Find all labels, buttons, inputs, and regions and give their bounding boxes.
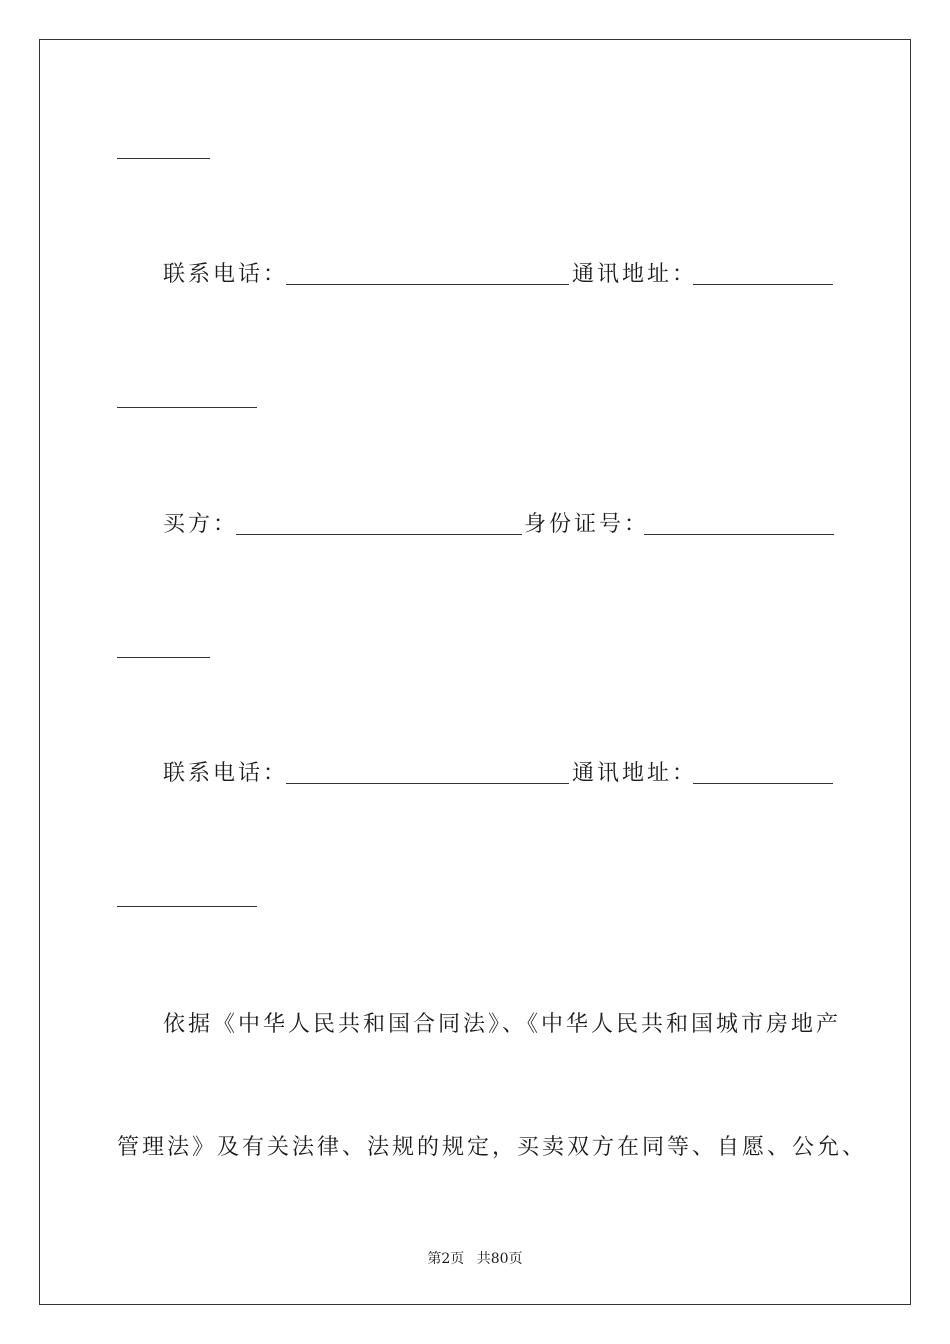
body-paragraph-line-1: 依据《中华人民共和国合同法》、《中华人民共和国城市房地产 <box>163 1012 842 1037</box>
seller-contact-row <box>0 262 950 292</box>
buyer-label: 买方： <box>163 512 239 537</box>
buyer-row <box>0 512 950 542</box>
seller-address-field[interactable] <box>693 284 833 285</box>
page-footer <box>0 1248 950 1268</box>
page-frame <box>39 39 911 1305</box>
buyer-address-field[interactable] <box>693 783 833 784</box>
buyer-id-field-continued[interactable] <box>117 657 210 658</box>
buyer-address-field-continued[interactable] <box>117 906 257 907</box>
buyer-contact-row <box>0 761 950 791</box>
body-paragraph-line-2: 管理法》及有关法律、法规的规定，买卖双方在同等、自愿、公允、 <box>117 1135 868 1160</box>
page-current: 第2页 <box>427 1251 465 1267</box>
buyer-phone-field[interactable] <box>286 783 569 784</box>
page-total: 共80页 <box>476 1251 523 1267</box>
seller-phone-field[interactable] <box>286 284 569 285</box>
buyer-id-label: 身份证号： <box>524 512 650 537</box>
buyer-name-field[interactable] <box>236 534 522 535</box>
buyer-phone-label: 联系电话： <box>163 761 289 786</box>
blank-line <box>117 158 210 159</box>
seller-address-field-continued[interactable] <box>117 407 257 408</box>
buyer-address-label: 通讯地址： <box>572 761 698 786</box>
buyer-id-field[interactable] <box>644 534 834 535</box>
seller-address-label: 通讯地址： <box>572 262 698 287</box>
seller-phone-label: 联系电话： <box>163 262 289 287</box>
